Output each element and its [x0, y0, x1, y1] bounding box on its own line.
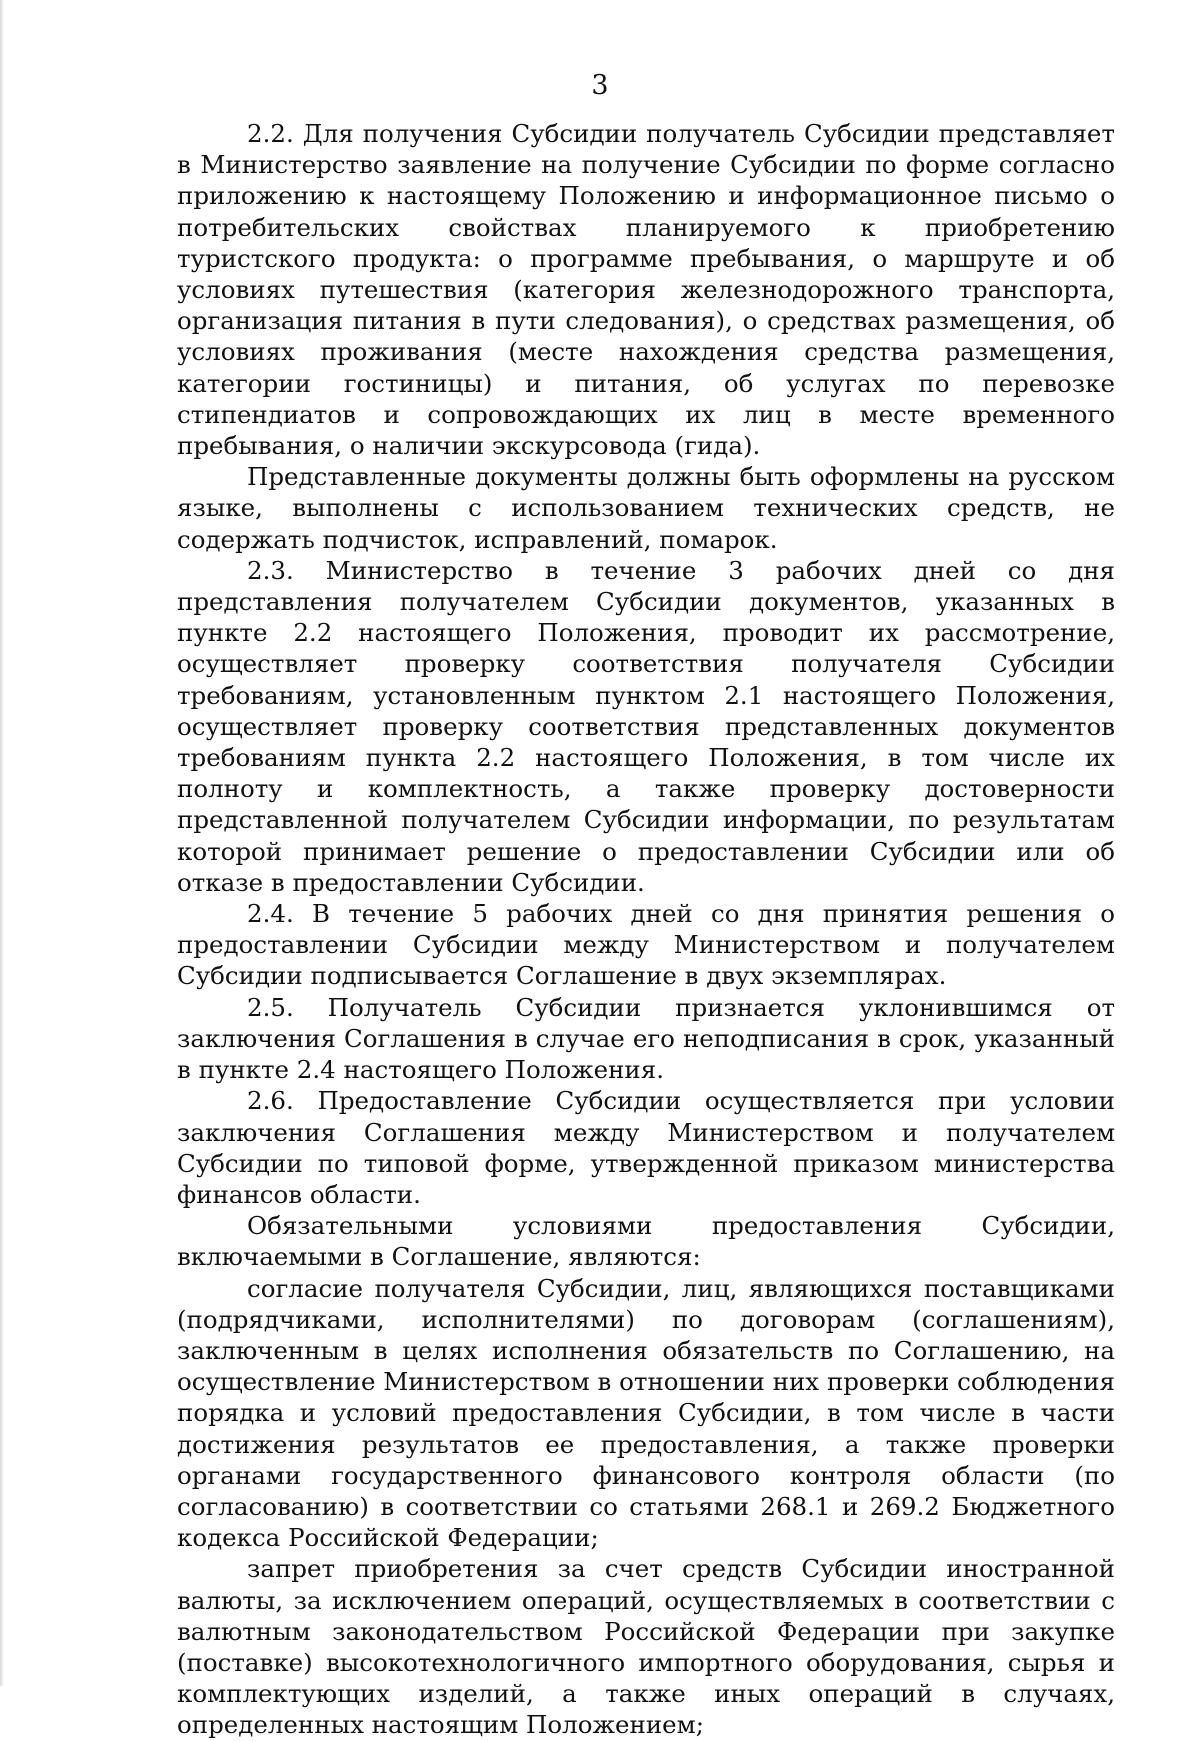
paragraph-consent-condition: согласие получателя Субсидии, лиц, являющихся поставщиками (подрядчиками, исполнителями) по договорам (соглашениям), заключенным в целях исполнения обязательств по Соглашению, на осуществление Министерством в отношении них проверки соблюдения порядка и условий предоставления Субсидии, в том числе в части достижения результатов ее предоставления, а также проверки органами государственного финансового контроля области (по согласованию) в соответствии со статьями 268.1 и 269.2 Бюджетного кодекса Российской Федерации; — [177, 1273, 1115, 1553]
paragraph-2-6: 2.6. Предоставление Субсидии осуществляется при условии заключения Соглашения между Министерством и получателем Субсидии по типовой форме, утвержденной приказом министерства финансов области. — [177, 1086, 1115, 1209]
paragraph-documents-requirements: Представленные документы должны быть оформлены на русском языке, выполнены с использованием технических средств, не содержать подчисток, исправлений, помарок. — [177, 462, 1115, 554]
document-body — [177, 118, 1115, 1741]
paragraph-currency-prohibition: запрет приобретения за счет средств Субсидии иностранной валюты, за исключением операций, осуществляемых в соответствии с валютным законодательством Российской Федерации при закупке (поставке) высокотехнологичного импортного оборудования, сырья и комплектующих изделий, а также иных операций в случаях, определенных настоящим Положением; — [177, 1554, 1115, 1740]
scan-edge — [0, 0, 4, 1686]
page-number: 3 — [591, 70, 609, 101]
paragraph-2-5: 2.5. Получатель Субсидии признается уклонившимся от заключения Соглашения в случае его неподписания в срок, указанный в пункте 2.4 настоящего Положения. — [177, 992, 1115, 1085]
paragraph-mandatory-conditions: Обязательными условиями предоставления Субсидии, включаемыми в Соглашение, являются: — [177, 1211, 1115, 1272]
paragraph-2-2: 2.2. Для получения Субсидии получатель Субсидии представляет в Министерство заявление на получение Субсидии по форме согласно приложению к настоящему Положению и информационное письмо о потребительских свойствах планируемого к приобретению туристского продукта: о программе пребывания, о маршруте и об условиях путешествия (категория железнодорожного транспорта, организация питания в пути следования), о средствах размещения, об условиях проживания (месте нахождения средства размещения, категории гостиницы) и питания, об услугах по перевозке стипендиатов и сопровождающих их лиц в месте временного пребывания, о наличии экскурсовода (гида). — [177, 119, 1115, 461]
paragraph-2-3: 2.3. Министерство в течение 3 рабочих дней со дня представления получателем Субсидии документов, указанных в пункте 2.2 настоящего Положения, проводит их рассмотрение, осуществляет проверку соответствия получателя Субсидии требованиям, установленным пунктом 2.1 настоящего Положения, осуществляет проверку соответствия представленных документов требованиям пункта 2.2 настоящего Положения, в том числе их полноту и комплектность, а также проверку достоверности представленной получателем Субсидии информации, по результатам которой принимает решение о предоставлении Субсидии или об отказе в предоставлении Субсидии. — [177, 555, 1115, 897]
paragraph-2-4: 2.4. В течение 5 рабочих дней со дня принятия решения о предоставлении Субсидии между Министерством и получателем Субсидии подписывается Соглашение в двух экземплярах. — [177, 899, 1115, 991]
